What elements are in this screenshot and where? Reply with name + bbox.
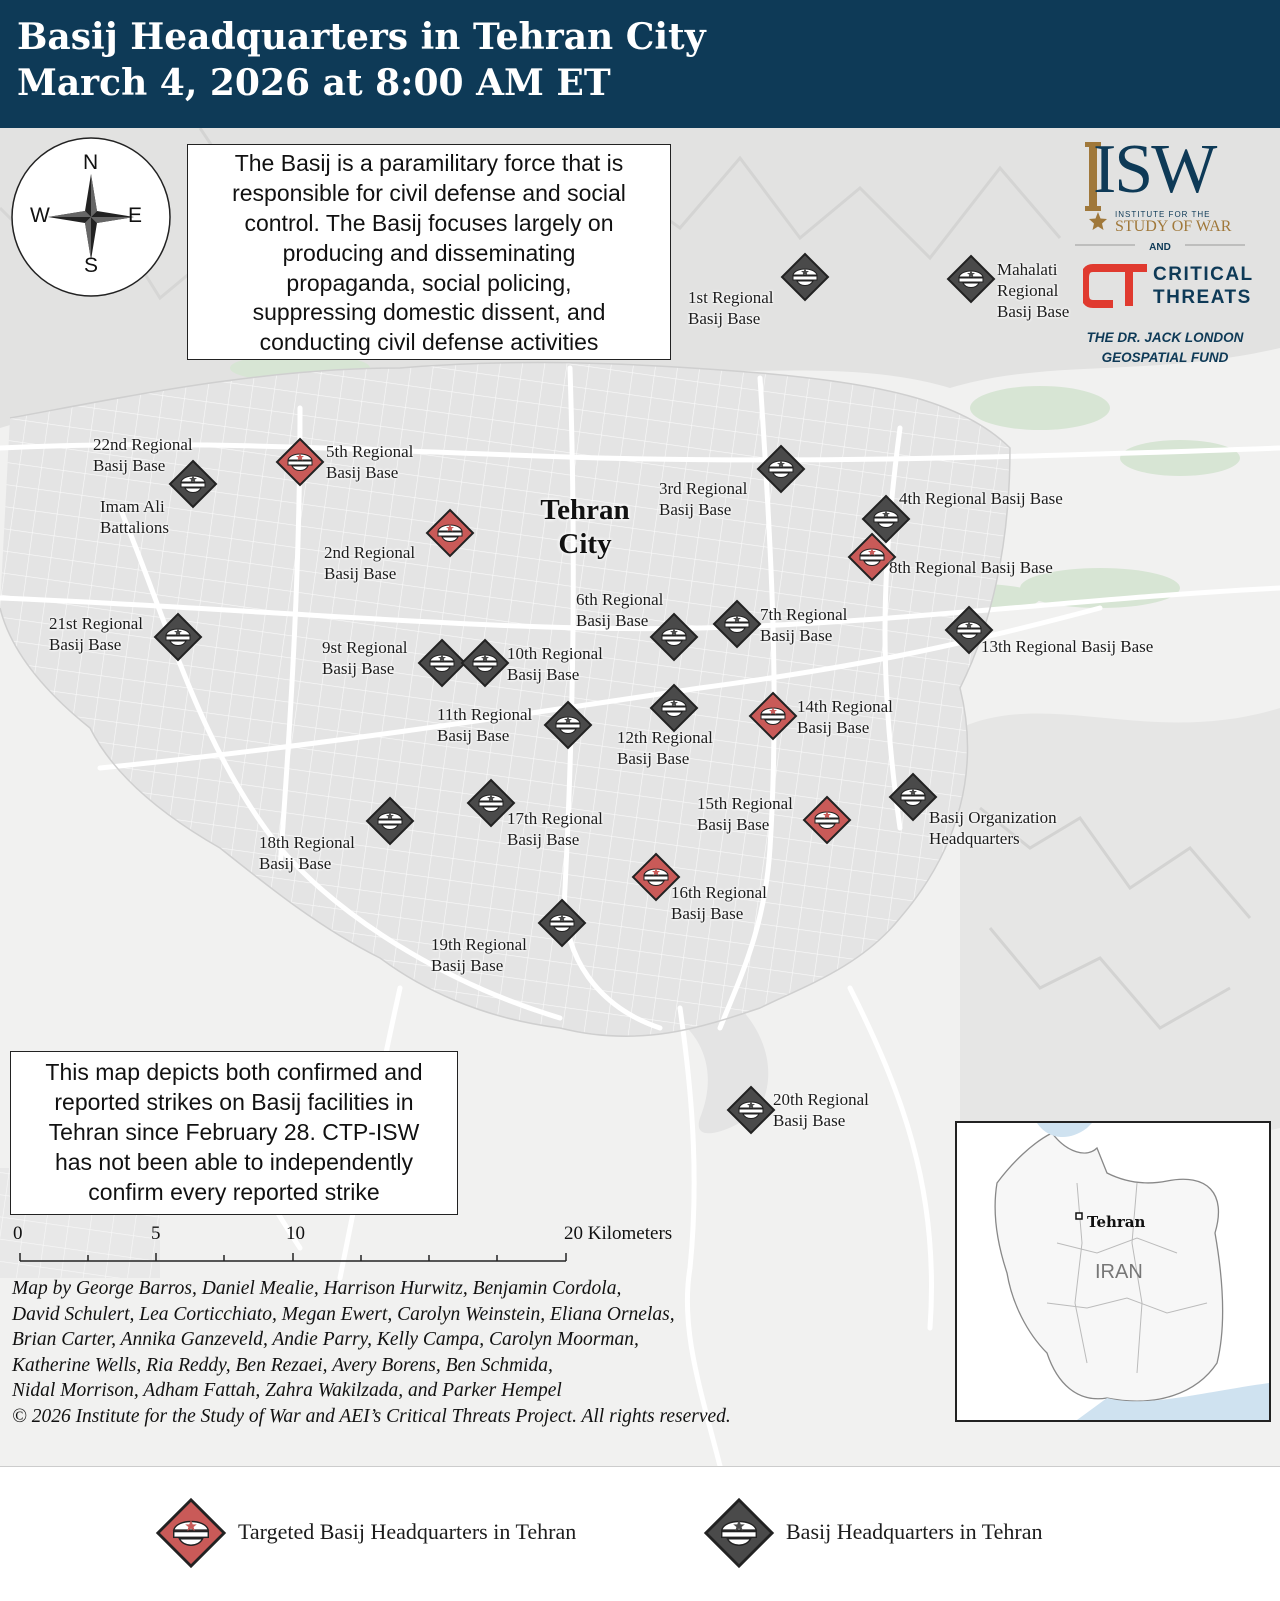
compass-south: S — [84, 254, 99, 277]
disclaimer-line: has not been able to independently — [54, 1148, 414, 1175]
compass-rose-icon — [10, 136, 172, 298]
intro-text-box — [187, 144, 671, 360]
legend-item-targeted — [155, 1497, 635, 1569]
inset-city-label: Tehran — [1087, 1213, 1146, 1231]
map-canvas[interactable] — [0, 128, 1280, 1466]
base-label: 3rd Regional Basij Base — [659, 479, 748, 519]
ct-logo-line2: THREATS — [1153, 287, 1252, 308]
base-label: 15th Regional Basij Base — [697, 794, 793, 834]
base-label: 5th Regional Basij Base — [326, 442, 414, 482]
star-icon — [1089, 212, 1107, 230]
scale-tick-0: 0 — [13, 1223, 23, 1244]
base-label: 10th Regional Basij Base — [507, 644, 603, 684]
base-marker[interactable] — [712, 599, 762, 649]
base-label: 12th Regional Basij Base — [617, 728, 713, 768]
scale-tick-10: 10 — [286, 1223, 305, 1244]
legend-item-untargeted — [703, 1497, 1123, 1569]
map-title: Basij Headquarters in Tehran City — [17, 16, 706, 58]
scale-tick-5: 5 — [151, 1223, 161, 1244]
intro-line: suppressing domestic dissent, and — [252, 299, 606, 326]
base-marker[interactable] — [543, 700, 593, 750]
inset-map — [955, 1121, 1271, 1422]
base-label: 7th Regional Basij Base — [760, 605, 848, 645]
base-marker[interactable] — [537, 898, 587, 948]
legend-label-targeted: Targeted Basij Headquarters in Tehran — [238, 1519, 577, 1544]
city-label — [520, 493, 650, 561]
base-marker[interactable] — [756, 444, 806, 494]
untargeted-marker-icon — [703, 1497, 775, 1569]
inset-country-label: IRAN — [1095, 1261, 1143, 1283]
and-text: AND — [1149, 242, 1171, 253]
base-label: Basij Organization Headquarters — [929, 808, 1057, 848]
disclaimer-line: confirm every reported strike — [88, 1178, 380, 1205]
city-label-line2: City — [558, 528, 612, 560]
base-label: 13th Regional Basij Base — [981, 637, 1154, 656]
intro-line: The Basij is a paramilitary force that is — [234, 150, 624, 176]
base-marker[interactable] — [748, 691, 798, 741]
base-label: 21st Regional Basij Base — [49, 614, 143, 654]
intro-line: producing and disseminating — [282, 239, 576, 266]
base-marker[interactable] — [726, 1085, 776, 1135]
base-label: Imam Ali Battalions — [100, 497, 169, 537]
credits-line: David Schulert, Lea Corticchiato, Megan Ewert, Carolyn Weinstein, Eliana Ornelas, — [12, 1303, 675, 1325]
disclaimer-line: Tehran since February 28. CTP-ISW — [48, 1118, 420, 1145]
logos-block — [1075, 131, 1270, 366]
base-label: 9st Regional Basij Base — [322, 638, 408, 678]
compass-east: E — [128, 204, 143, 227]
credits-line: Brian Carter, Annika Ganzeveld, Andie Parry, Kelly Campa, Carolyn Moorman, — [12, 1329, 639, 1350]
ct-logo-line1: CRITICAL — [1153, 264, 1254, 285]
base-marker[interactable] — [365, 796, 415, 846]
isw-subtitle-2: STUDY OF WAR — [1115, 218, 1232, 235]
legend-label-untargeted: Basij Headquarters in Tehran — [786, 1519, 1043, 1544]
credits-line: Katherine Wells, Ria Reddy, Ben Rezaei, Avery Borens, Ben Schmida, — [12, 1354, 553, 1376]
disclaimer-line: This map depicts both confirmed and — [45, 1059, 423, 1085]
title-banner — [0, 0, 1280, 128]
isw-subtitle-1: INSTITUTE FOR THE — [1115, 210, 1211, 219]
scale-bar — [14, 1223, 714, 1273]
compass-north: N — [83, 151, 99, 174]
base-label: 8th Regional Basij Base — [889, 558, 1053, 577]
targeted-marker-icon — [155, 1497, 227, 1569]
ct-logo-icon — [1083, 264, 1149, 308]
base-label: 4th Regional Basij Base — [899, 489, 1063, 508]
legend — [0, 1466, 1280, 1601]
base-marker[interactable] — [649, 683, 699, 733]
base-marker[interactable] — [275, 437, 325, 487]
base-label: 2nd Regional Basij Base — [324, 543, 416, 583]
base-label: 20th Regional Basij Base — [773, 1090, 869, 1130]
scale-bar-line — [14, 1247, 574, 1267]
credits — [12, 1276, 952, 1429]
intro-line: propaganda, social policing, — [286, 269, 572, 296]
base-label: 16th Regional Basij Base — [671, 883, 767, 923]
compass-west: W — [30, 204, 50, 227]
base-label: 22nd Regional Basij Base — [93, 435, 193, 475]
copyright-line: © 2026 Institute for the Study of War and AEI’s Critical Threats Project. All rights reserved. — [12, 1405, 731, 1427]
scale-tick-20: 20 Kilometers — [564, 1223, 673, 1244]
base-label: 6th Regional Basij Base — [576, 590, 664, 630]
intro-line: responsible for civil defense and social — [232, 179, 626, 206]
base-label: 18th Regional Basij Base — [259, 833, 355, 873]
base-label: Mahalati Regional Basij Base — [997, 260, 1070, 321]
isw-logo: ISW — [1093, 131, 1216, 208]
credits-line: Map by George Barros, Daniel Mealie, Harrison Hurwitz, Benjamin Cordola, — [12, 1278, 622, 1299]
base-label: 19th Regional Basij Base — [431, 935, 527, 975]
credits-line: Nidal Morrison, Adham Fattah, Zahra Wakilzada, and Parker Hempel — [12, 1380, 562, 1401]
base-label: 1st Regional Basij Base — [688, 288, 774, 328]
base-marker[interactable] — [460, 638, 510, 688]
base-label: 11th Regional Basij Base — [437, 705, 533, 745]
base-marker[interactable] — [153, 612, 203, 662]
map-date: March 4, 2026 at 8:00 AM ET — [17, 62, 611, 104]
base-label: 14th Regional Basij Base — [797, 697, 893, 737]
base-marker[interactable] — [780, 252, 830, 302]
base-label: 17th Regional Basij Base — [507, 809, 603, 849]
fund-line1: THE DR. JACK LONDON — [1086, 330, 1244, 345]
fund-line2: GEOSPATIAL FUND — [1101, 350, 1229, 365]
intro-line: conducting civil defense activities — [259, 329, 599, 356]
base-marker[interactable] — [425, 508, 475, 558]
base-marker[interactable] — [946, 254, 996, 304]
base-marker[interactable] — [802, 795, 852, 845]
disclaimer-text-box — [10, 1051, 458, 1215]
disclaimer-line: reported strikes on Basij facilities in — [54, 1088, 414, 1115]
intro-line: control. The Basij focuses largely on — [244, 209, 614, 236]
city-label-line1: Tehran — [540, 494, 630, 526]
